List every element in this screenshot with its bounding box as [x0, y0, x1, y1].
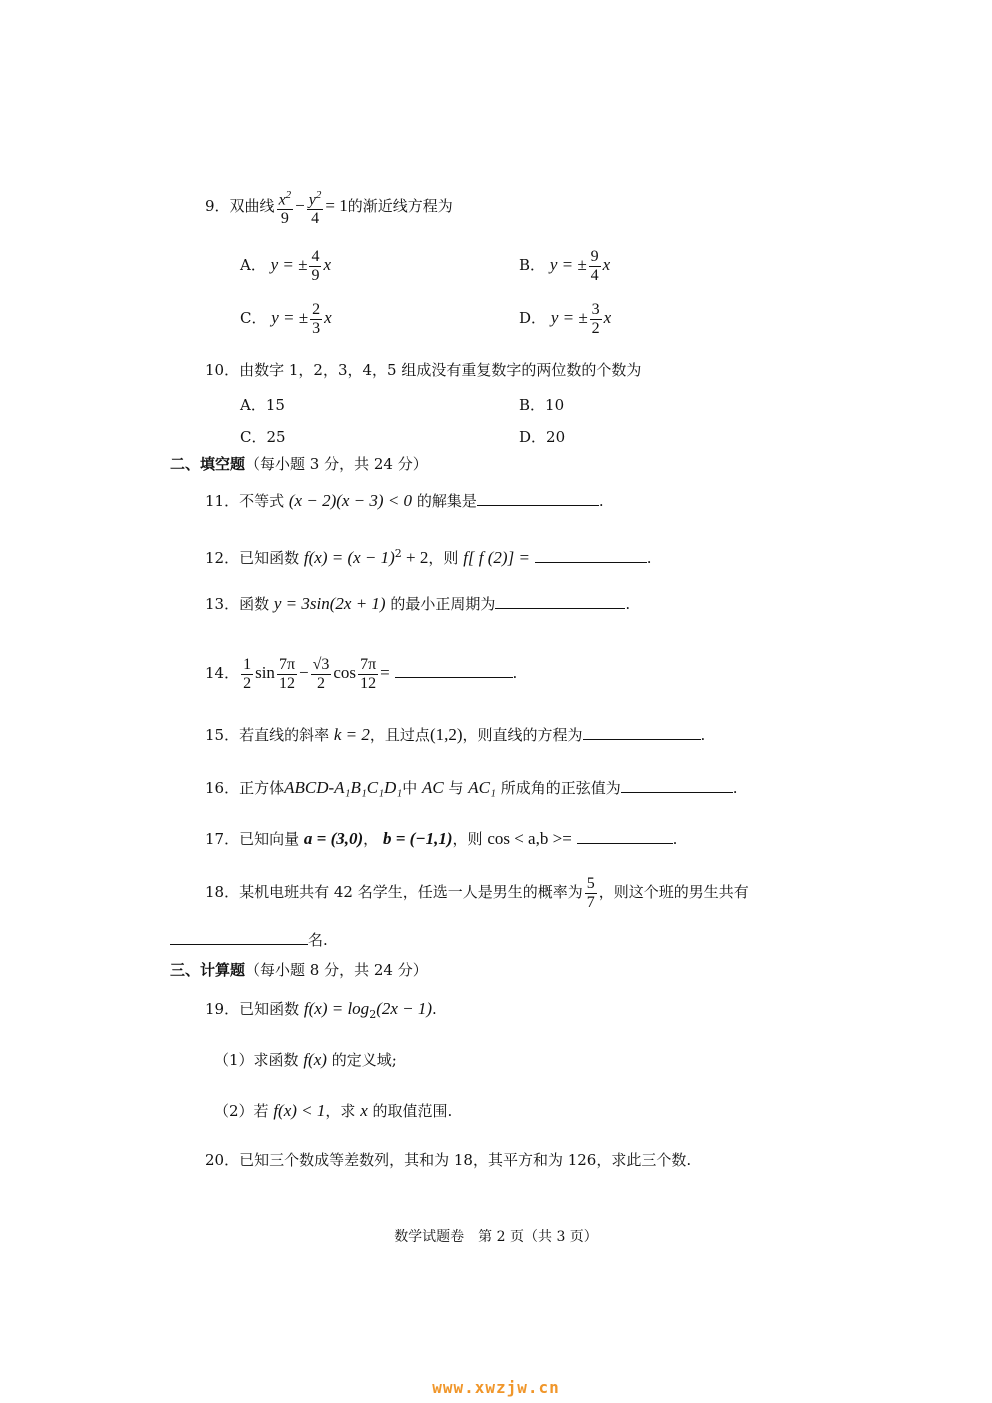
page-footer: 数学试题卷 第 2 页（共 3 页） [394, 1229, 598, 1245]
q15: 15．若直线的斜率 k = 2，且过点(1,2)，则直线的方程为 . [205, 725, 706, 744]
site-watermark: www.xwzjw.cn [432, 1378, 560, 1397]
q20: 20．已知三个数成等差数列，其和为 18，其平方和为 126，求此三个数. [205, 1151, 692, 1169]
q10-option-b[interactable]: B．10 [519, 396, 565, 414]
q9-frac-y: $\frac{y^2}{4}$ [307, 186, 324, 228]
q18-answer-blank[interactable] [170, 930, 308, 945]
q14: 14． $\frac{1}{2}$ sin $\frac{7\pi}{12}$ − $\frac{√3}{2}$ cos $\frac{7\pi}{12}$ = . [205, 655, 518, 692]
q9-text-post: 的渐近线方程为 [347, 197, 453, 216]
q9-option-d[interactable]: D． y = ± $\frac{3}{2}$ x [519, 300, 612, 337]
q9-frac-x: $\frac{x^2}{9}$ [277, 186, 294, 228]
q10-stem: 10．由数字 1，2，3，4，5 组成没有重复数字的两位数的个数为 [205, 361, 642, 379]
section-3-heading: 三、计算题（每小题 8 分，共 24 分） [170, 961, 428, 979]
q9-stem: 9．双曲线 $\frac{x^2}{9}$ − $\frac{y^2}{4}$ = 1的渐近线方程为 [205, 186, 453, 228]
q16-answer-blank[interactable] [621, 778, 733, 793]
q19: 19．已知函数 $f(x) = \log_2(2x - 1)$. [205, 999, 437, 1021]
q12: 12．已知函数 $f(x) = (x - 1)^2 + 2$，则 f[ f (2)] = . [205, 547, 652, 567]
q17: 17．已知向量 a = (3,0)， b = (−1,1)，则 cos < a,b >= . [205, 829, 678, 848]
q10-option-d[interactable]: D．20 [519, 428, 566, 446]
q13-answer-blank[interactable] [495, 594, 625, 609]
q13: 13．函数 y = 3sin(2x + 1) 的最小正周期为 . [205, 594, 631, 613]
q19-part-1: （1）求函数 f(x) 的定义域; [214, 1050, 397, 1069]
q10-option-c[interactable]: C．25 [240, 428, 286, 446]
q11-answer-blank[interactable] [477, 491, 599, 506]
q12-answer-blank[interactable] [535, 548, 647, 563]
q18-continuation: 名. [170, 930, 328, 950]
q9-option-a[interactable]: A． y = ± $\frac{4}{9}$ x [240, 247, 332, 284]
section-2-heading: 二、填空题（每小题 3 分，共 24 分） [170, 455, 428, 473]
q17-answer-blank[interactable] [577, 829, 673, 844]
q16: 16．正方体ABCD-A₁B₁C₁D₁中 AC 与 AC₁ 所成角的正弦值为 . [205, 778, 738, 797]
q14-answer-blank[interactable] [395, 663, 513, 678]
q9-number: 9． [205, 197, 230, 216]
q9-text-pre: 双曲线 [229, 197, 275, 216]
q19-part-2: （2）若 f(x) < 1，求 x 的取值范围. [214, 1101, 453, 1120]
q11: 11．不等式 (x − 2)(x − 3) < 0 的解集是 . [205, 491, 604, 510]
q10-option-a[interactable]: A．15 [240, 396, 285, 414]
q9-option-c[interactable]: C． y = ± $\frac{2}{3}$ x [240, 300, 332, 337]
q9-option-b[interactable]: B． y = ± $\frac{9}{4}$ x [519, 247, 611, 284]
q15-answer-blank[interactable] [583, 725, 701, 740]
q18: 18．某机电班共有 42 名学生，任选一人是男生的概率为 $\frac{5}{7}$ ，则这个班的男生共有 [205, 874, 749, 911]
